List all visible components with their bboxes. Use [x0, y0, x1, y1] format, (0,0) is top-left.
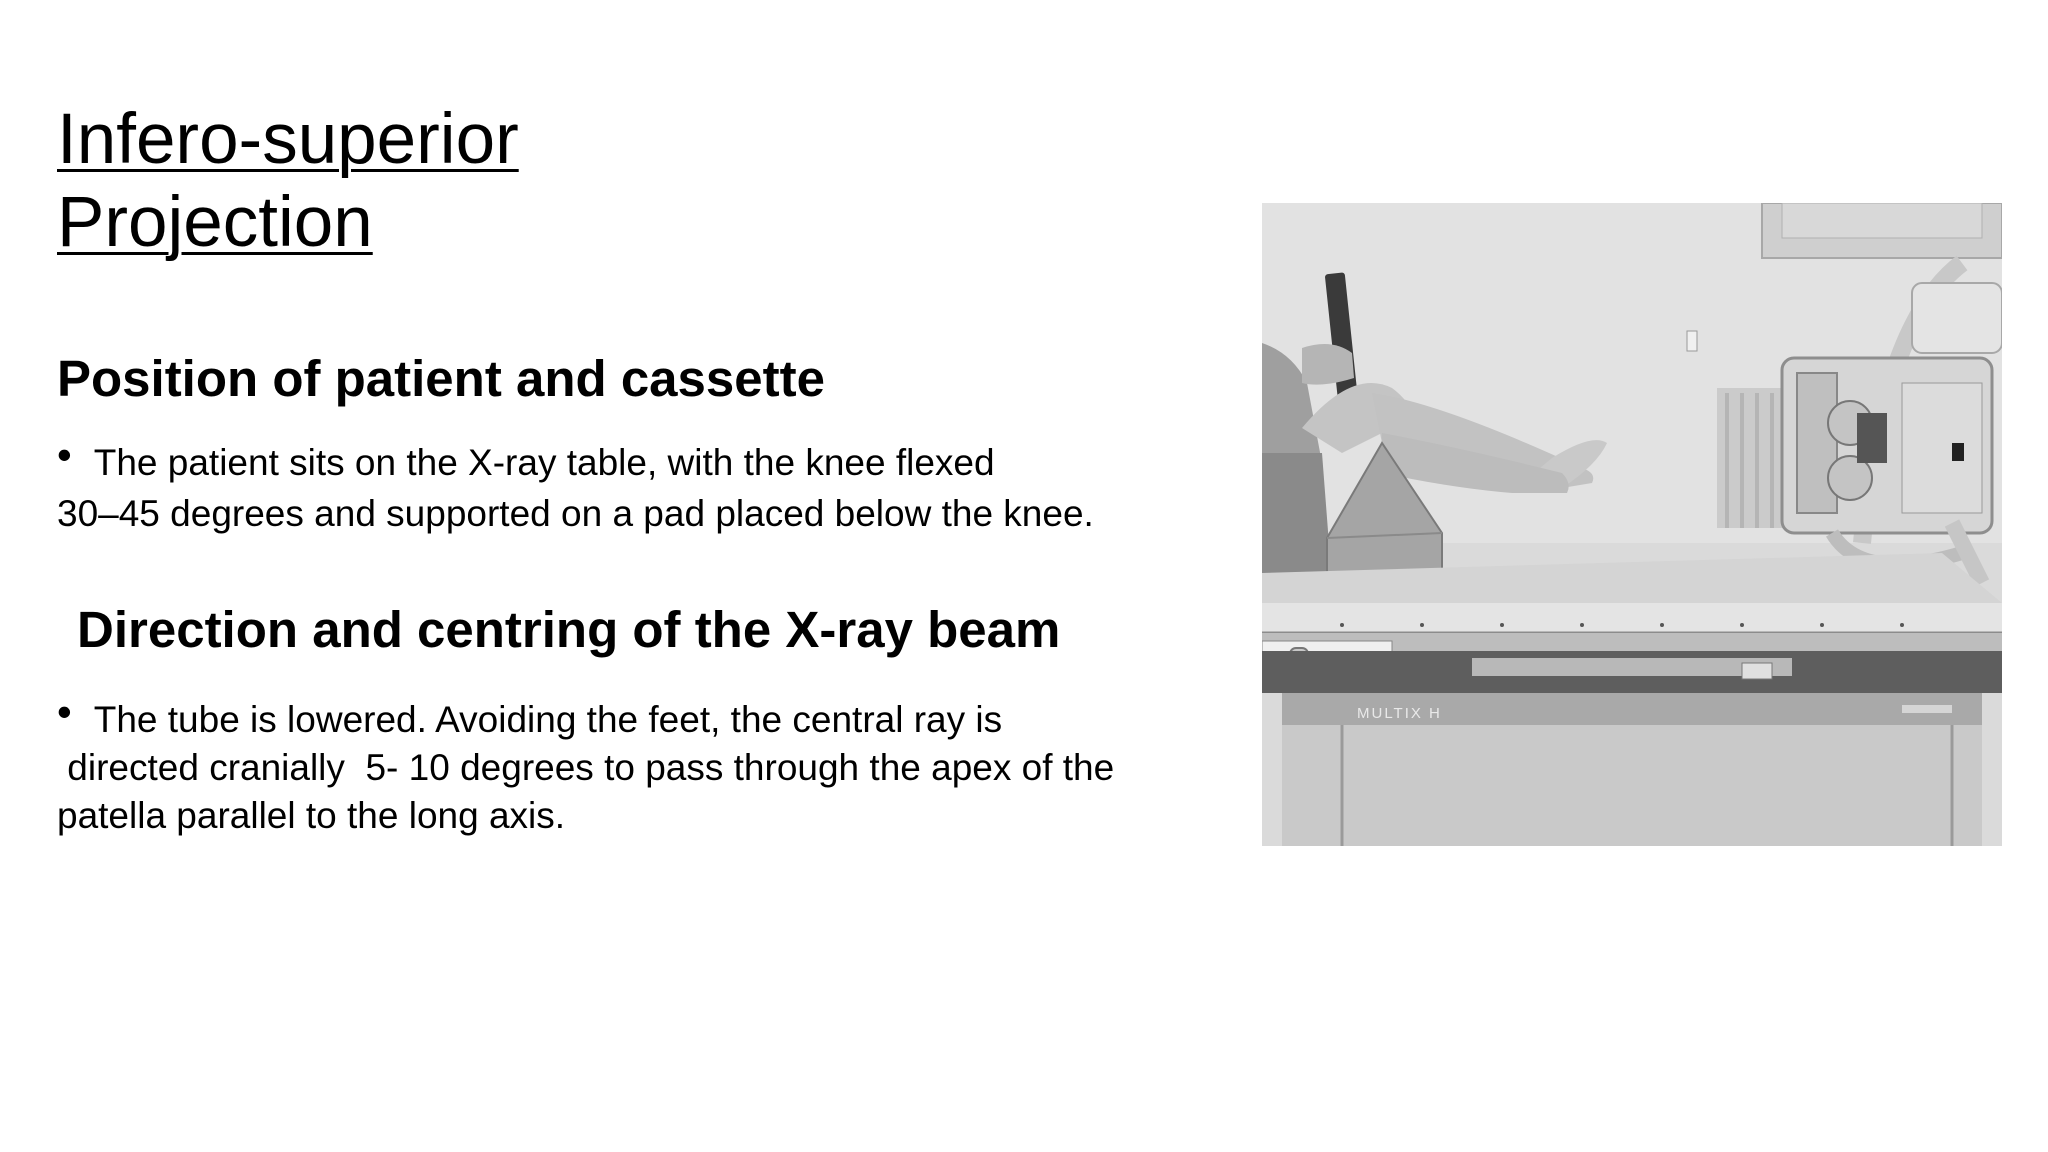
slide-title [57, 98, 519, 264]
body-line: patella parallel to the long axis. [57, 795, 566, 836]
xray-positioning-photo [1262, 203, 2002, 846]
body-line: directed cranially 5- 10 degrees to pass through the apex of the [57, 747, 1115, 788]
body-text: The tube is lowered. Avoiding the feet, the central ray is [93, 699, 1003, 740]
section-heading-position: Position of patient and cassette [57, 350, 825, 407]
body-line [57, 688, 1114, 744]
section-body-position [57, 431, 1094, 539]
photo-illustration [1262, 203, 2002, 846]
body-line: 30–45 degrees and supported on a pad placed below the knee. [57, 493, 1094, 534]
body-line [57, 431, 1094, 488]
title-line-2: Projection [57, 183, 373, 262]
table-label: MULTIX H [1357, 705, 1442, 722]
bullet: • [57, 431, 72, 478]
body-text: The patient sits on the X-ray table, with the knee flexed [93, 442, 995, 483]
section-heading-direction: Direction and centring of the X-ray beam [77, 601, 1061, 658]
bullet: • [57, 688, 72, 735]
section-body-direction [57, 688, 1115, 840]
title-line-1: Infero-superior [57, 100, 519, 179]
